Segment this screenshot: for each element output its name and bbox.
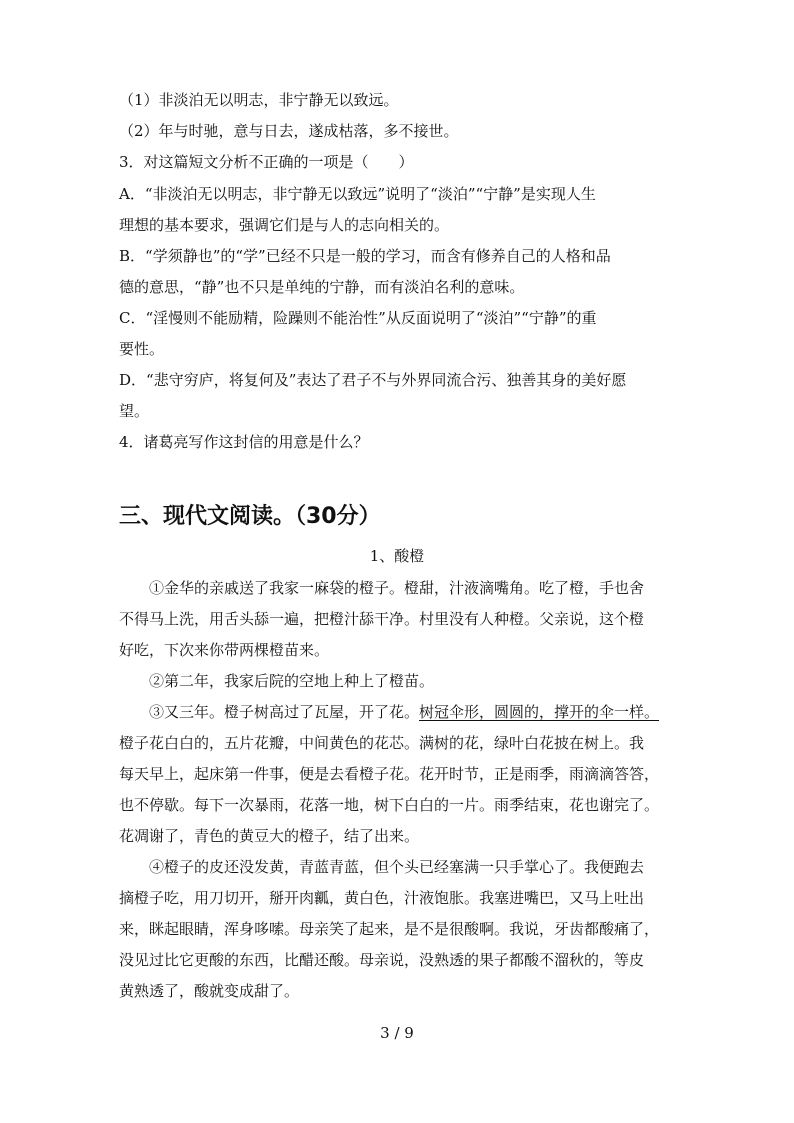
paragraph-text: ③又三年。橙子树高过了瓦屋，开了花。 — [149, 703, 420, 721]
paragraph-line: 不得马上洗，用舌头舔一遍，把橙汁舔干净。村里没有人种橙。父亲说，这个橙 — [119, 610, 645, 628]
paragraph-line: ④橙子的皮还没发黄，青蓝青蓝，但个头已经塞满一只手掌心了。我便跑去 — [149, 858, 645, 876]
page-number: 3 / 9 — [380, 1024, 414, 1042]
question-4: 4．诸葛亮写作这封信的用意是什么？ — [119, 433, 369, 451]
option-c-cont: 要性。 — [119, 340, 165, 358]
option-b: B．“学须静也”的“学”已经不只是一般的学习，而含有修养自己的人格和品 — [119, 247, 611, 265]
paragraph-line: 黄熟透了，酸就变成甜了。 — [119, 982, 300, 1000]
question-3: 3．对这篇短文分析不正确的一项是（ ） — [119, 153, 414, 171]
question-item: （2）年与时驰，意与日去，遂成枯落，多不接世。 — [119, 122, 459, 140]
underlined-sentence: 树冠伞形，圆圆的，撑开的伞一样。 — [419, 703, 660, 721]
paragraph-line: 没见过比它更酸的东西，比醋还酸。母亲说，没熟透的果子都酸不溜秋的，等皮 — [119, 951, 645, 969]
paragraph-line: ①金华的亲戚送了我家一麻袋的橙子。橙甜，汁液滴嘴角。吃了橙，手也舍 — [149, 579, 645, 597]
paragraph-line — [119, 702, 684, 722]
paragraph-line: 橙子花白白的，五片花瓣，中间黄色的花芯。满树的花，绿叶白花披在树上。我 — [119, 734, 645, 752]
option-c: C．“淫慢则不能励精，险躁则不能治性”从反面说明了“淡泊”“宁静”的重 — [119, 309, 597, 327]
option-a-cont: 理想的基本要求，强调它们是与人的志向相关的。 — [119, 216, 450, 234]
article-title: 1、酸橙 — [369, 547, 425, 565]
question-item: （1）非淡泊无以明志，非宁静无以致远。 — [119, 91, 399, 109]
option-a: A．“非淡泊无以明志，非宁静无以致远”说明了“淡泊”“宁静”是实现人生 — [119, 185, 596, 203]
paragraph-line: 来，眯起眼睛，浑身哆嗦。母亲笑了起来，是不是很酸啊。我说，牙齿都酸痛了， — [119, 920, 660, 938]
option-d: D．“悲守穷庐，将复何及”表达了君子不与外界同流合污、独善其身的美好愿 — [119, 371, 627, 389]
paragraph-line: 每天早上，起床第一件事，便是去看橙子花。花开时节，正是雨季，雨滴滴答答， — [119, 765, 660, 783]
paragraph-line: 花凋谢了，青色的黄豆大的橙子，结了出来。 — [119, 827, 420, 845]
section-heading: 三、现代文阅读。（30分） — [119, 504, 381, 529]
paragraph-line: ②第二年，我家后院的空地上种上了橙苗。 — [149, 672, 435, 690]
paragraph-line: 好吃，下次来你带两棵橙苗来。 — [119, 641, 330, 659]
paragraph-line: 摘橙子吃，用刀切开，掰开肉瓤，黄白色，汁液饱胀。我塞进嘴巴，又马上吐出 — [119, 889, 645, 907]
option-b-cont: 德的意思，“静”也不只是单纯的宁静，而有淡泊名利的意味。 — [119, 278, 525, 296]
option-d-cont: 望。 — [119, 402, 150, 420]
paragraph-line: 也不停歇。每下一次暴雨，花落一地，树下白白的一片。雨季结束，花也谢完了。 — [119, 796, 660, 814]
